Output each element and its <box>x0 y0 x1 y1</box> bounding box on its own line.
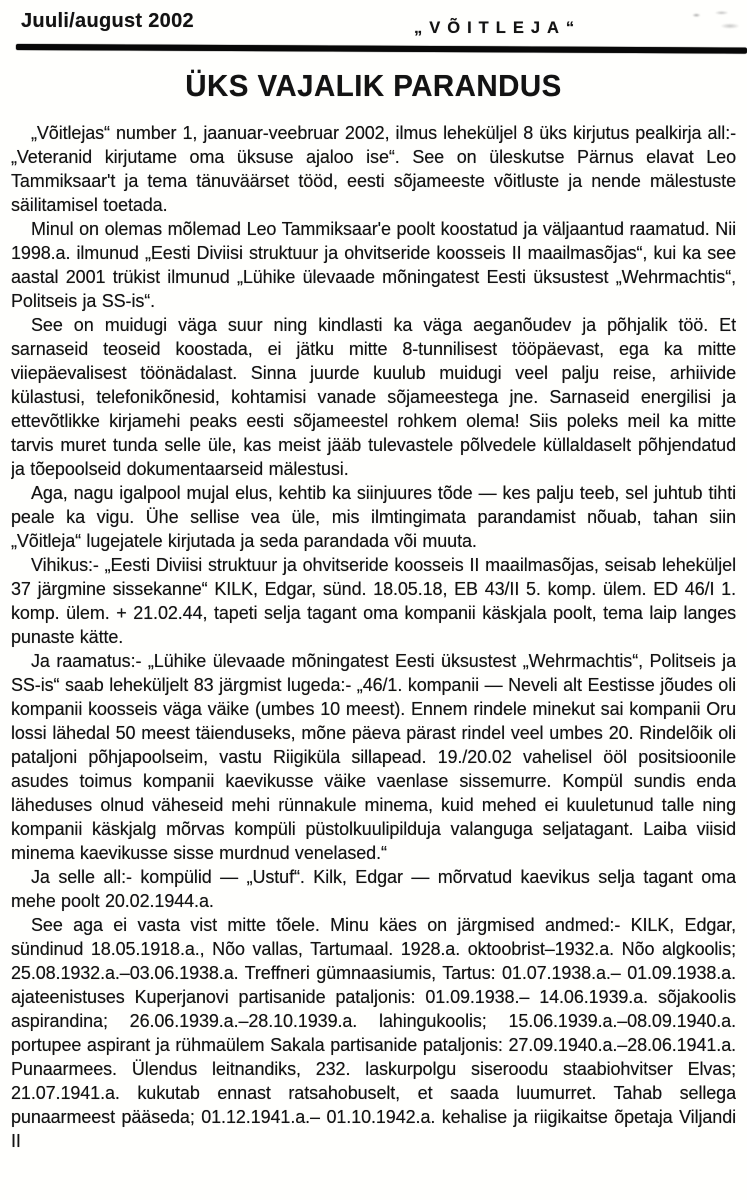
scan-artifact <box>688 8 744 32</box>
article-paragraph: Minul on olemas mõlemad Leo Tammiksaar'e poolt koostatud ja väljaantud raamatud. Nii 1998.a. ilmunud „Eesti Diviisi struktuur ja ohvitseride koosseis II maailmasõjas“, kui ka see aastal 2001 trükist ilmunud „Lühike ülevaade mõningatest Eesti üksustest „Wehrmachtis“, Politseis ja SS-is“. <box>11 219 736 311</box>
masthead-title: „VÕITLEJA“ <box>414 19 582 37</box>
article-paragraph: Ja selle all:- kompülid — „Ustuf“. Kilk, Edgar — mõrvatud kaevikus selja tagant oma mehe poolt 20.02.1944.a. <box>11 867 736 911</box>
article-paragraph: Ja raamatus:- „Lühike ülevaade mõningatest Eesti üksustest „Wehrmachtis“, Politseis ja SS-is“ saab leheküljelt 83 järgmist lugeda:- „46/1. kompanii — Neveli alt Eestisse jõudes oli kompanii koosseis väga väike (umbes 10 meest). Ennem rindele minekut sai kompanii Oru lossi lähedal 50 meest täienduseks, mõne päeva pärast rindel veel umbes 20. Rindelõik oli pataljoni põhjapoolseim, vastu Riigiküla sillapead. 19./20.02 vahelisel ööl positsioonile asudes toimus kompanii kaevikusse väike vaenlase sissemurre. Kompül sundis enda läheduses olnud väheseid mehi rünnakule minema, kuid mehed ei kuuletunud talle ning kompanii käskjalg mõrvas kompüli püstolkuulipilduja valanguga seljatagant. Laiba viisid minema kaevikusse sisse murdnud venelased.“ <box>11 651 736 863</box>
article-paragraph: Vihikus:- „Eesti Diviisi struktuur ja ohvitseride koosseis II maailmasõjas, seisab leheküljel 37 järgmine sissekanne“ KILK, Edgar, sünd. 18.05.18, EB 43/II 5. komp. ülem. ED 46/I 1. komp. ülem. + 21.02.44, tapeti selja tagant oma kompanii käskjala poolt, tema laip langes punaste kätte. <box>11 555 736 647</box>
issue-date: Juuli/august 2002 <box>21 10 194 32</box>
article-paragraph: „Võitlejas“ number 1, jaanuar-veebruar 2002, ilmus leheküljel 8 üks kirjutus pealkirja all:- „Veteranid kirjutame oma üksuse ajaloo ise“. See on üleskutse Pärnus elavat Leo Tammiksaar't ja tema tänuväärset tööd, eesti sõjameeste võitluste ja nende mälestuste säilitamisel toetada. <box>11 123 736 215</box>
header-divider-rule <box>16 44 747 53</box>
article-body <box>11 121 736 1153</box>
article <box>11 63 736 1200</box>
article-paragraph: Aga, nagu igalpool mujal elus, kehtib ka siinjuures tõde — kes palju teeb, sel juhtub tihti peale ka vigu. Ühe sellise vea üle, mis ilmtingimata parandamist nõuab, tahan siin „Võitleja“ lugejatele kirjutada ja seda parandada või muuta. <box>11 483 736 551</box>
article-paragraph: See aga ei vasta vist mitte tõele. Minu käes on järgmised andmed:- KILK, Edgar, sündinud 18.05.1918.a., Nõo vallas, Tartumaal. 1928.a. oktoobrist–1932.a. Nõo algkoolis; 25.08.1932.a.–03.06.1938.a. Treffneri gümnaasiumis, Tartus: 01.07.1938.a.– 01.09.1938.a. ajateenistuses Kuperjanovi partisanide pataljonis: 01.09.1938.– 14.06.1939.a. sõjakoolis aspirandina; 26.06.1939.a.–28.10.1939.a. lahingukoolis; 15.06.1939.a.–08.09.1940.a. portupee aspirant ja rühmaülem Sakala partisanide pataljonis: 27.09.1940.a.–28.06.1941.a. Punaarmees. Ülendus leitnandiks, 232. laskurpolgu siseroodu staabiohvitser Elvas; 21.07.1941.a. kukutab ennast ratsahobuselt, et saada luumurret. Tahab sellega punaarmeest pääseda; 01.12.1941.a.– 01.10.1942.a. kehalise ja riigikaitse õpetaja Viljandi II <box>11 915 736 1151</box>
article-paragraph: See on muidugi väga suur ning kindlasti ka väga aeganõudev ja põhjalik töö. Et sarnaseid teoseid koostada, ei jätku mitte 8-tunnilisest tööpäevast, ega ka mitte viiepäevalisest töönädalast. Sinna juurde kuulub muidugi veel palju reise, arhiivide külastusi, telefonikõnesid, kohtamisi vanade sõjameestega jne. Sarnaseid energilisi ja ettevõtlikke kirjamehi peaks eesti sõjameestel rohkem olema! Siis poleks meil ka mitte tarvis muret tunda selle üle, kas meist jääb tulevastele põlvedele küllaldaselt põhjendatud ja tõepoolseid dokumentaarseid mälestusi. <box>11 315 736 479</box>
article-title: ÜKS VAJALIK PARANDUS <box>185 68 562 103</box>
